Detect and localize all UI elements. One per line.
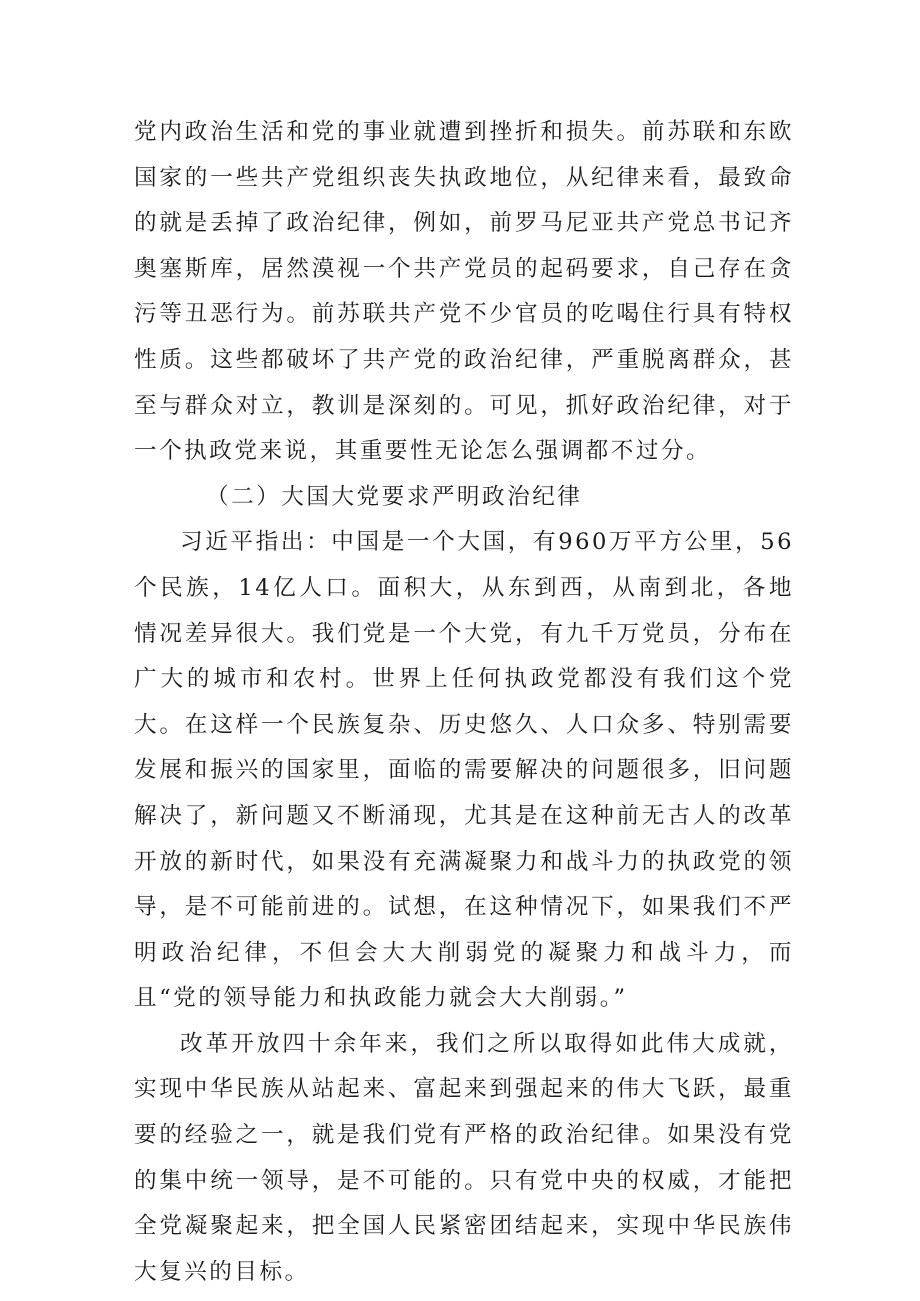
document-body [134,110,794,1295]
paragraph-continuation: 党内政治生活和党的事业就遭到挫折和损失。前苏联和东欧国家的一些共产党组织丧失执政地位，从纪律来看，最致命的就是丢掉了政治纪律，例如，前罗马尼亚共产党总书记齐奥塞斯库，居然漠视一个共产党员的起码要求，自己存在贪污等丑恶行为。前苏联共产党不少官员的吃喝住行具有特权性质。这些都破坏了共产党的政治纪律，严重脱离群众，甚至与群众对立，教训是深刻的。可见，抓好政治纪律，对于一个执政党来说，其重要性无论怎么强调都不过分。 [134,119,794,465]
paragraph-reform: 改革开放四十余年来，我们之所以取得如此伟大成就，实现中华民族从站起来、富起来到强起来的伟大飞跃，最重要的经验之一，就是我们党有严格的政治纪律。如果没有党的集中统一领导，是不可能的。只有党中央的权威，才能把全党凝聚起来，把全国人民紧密团结起来，实现中华民族伟大复兴的目标。 [134,1030,794,1285]
paragraph-xi-quote: 习近平指出：中国是一个大国，有960万平方公里，56个民族，14亿人口。面积大，从东到西，从南到北，各地情况差异很大。我们党是一个大党，有九千万党员，分布在广大的城市和农村。世界上任何执政党都没有我们这个党大。在这样一个民族复杂、历史悠久、人口众多、特别需要发展和振兴的国家里，面临的需要解决的问题很多，旧问题解决了，新问题又不断涌现，尤其是在这种前无古人的改革开放的新时代，如果没有充满凝聚力和战斗力的执政党的领导，是不可能前进的。试想，在这种情况下，如果我们不严明政治纪律，不但会大大削弱党的凝聚力和战斗力，而且“党的领导能力和执政能力就会大大削弱。” [134,529,794,1012]
section-heading: （二）大国大党要求严明政治纪律 [206,483,583,510]
